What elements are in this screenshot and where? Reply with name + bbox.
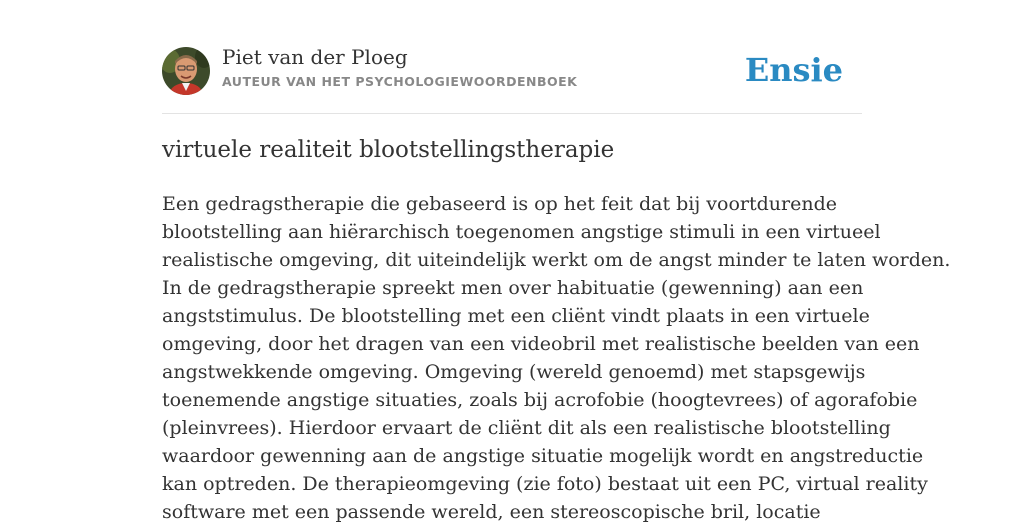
article-line: omgeving, door het dragen van een videobril met realistische beelden van een (162, 333, 920, 355)
author-avatar[interactable] (162, 47, 210, 95)
article-title: virtuele realiteit blootstellingstherapie (162, 137, 615, 163)
author-subtitle: AUTEUR VAN HET PSYCHOLOGIEWOORDENBOEK (222, 74, 578, 89)
article-line: realistische omgeving, dit uiteindelijk werkt om de angst minder te laten worden. (162, 249, 951, 271)
ensie-logo[interactable]: Ensie (744, 51, 843, 89)
author-photo (162, 47, 210, 95)
author-name[interactable]: Piet van der Ploeg (222, 45, 408, 69)
article-line: angststimulus. De blootstelling met een cliënt vindt plaats in een virtuele (162, 305, 870, 327)
article-line: (pleinvrees). Hierdoor ervaart de cliënt dit als een realistische blootstelling (162, 417, 891, 439)
article-line: toenemende angstige situaties, zoals bij acrofobie (hoogtevrees) of agorafobie (162, 389, 918, 411)
article-line: Een gedragstherapie die gebaseerd is op het feit dat bij voortdurende (162, 193, 838, 215)
header-divider (162, 113, 862, 114)
article-body (162, 190, 951, 526)
article-line: kan optreden. De therapieomgeving (zie foto) bestaat uit een PC, virtual reality (162, 473, 928, 495)
article-line: waardoor gewenning aan de angstige situatie mogelijk wordt en angstreductie (162, 445, 924, 467)
article-line: blootstelling aan hiërarchisch toegenomen angstige stimuli in een virtueel (162, 221, 881, 243)
article-line: software met een passende wereld, een stereoscopische bril, locatie (162, 501, 821, 523)
article-line: In de gedragstherapie spreekt men over habituatie (gewenning) aan een (162, 277, 864, 299)
article-line: angstwekkende omgeving. Omgeving (wereld genoemd) met stapsgewijs (162, 361, 866, 383)
